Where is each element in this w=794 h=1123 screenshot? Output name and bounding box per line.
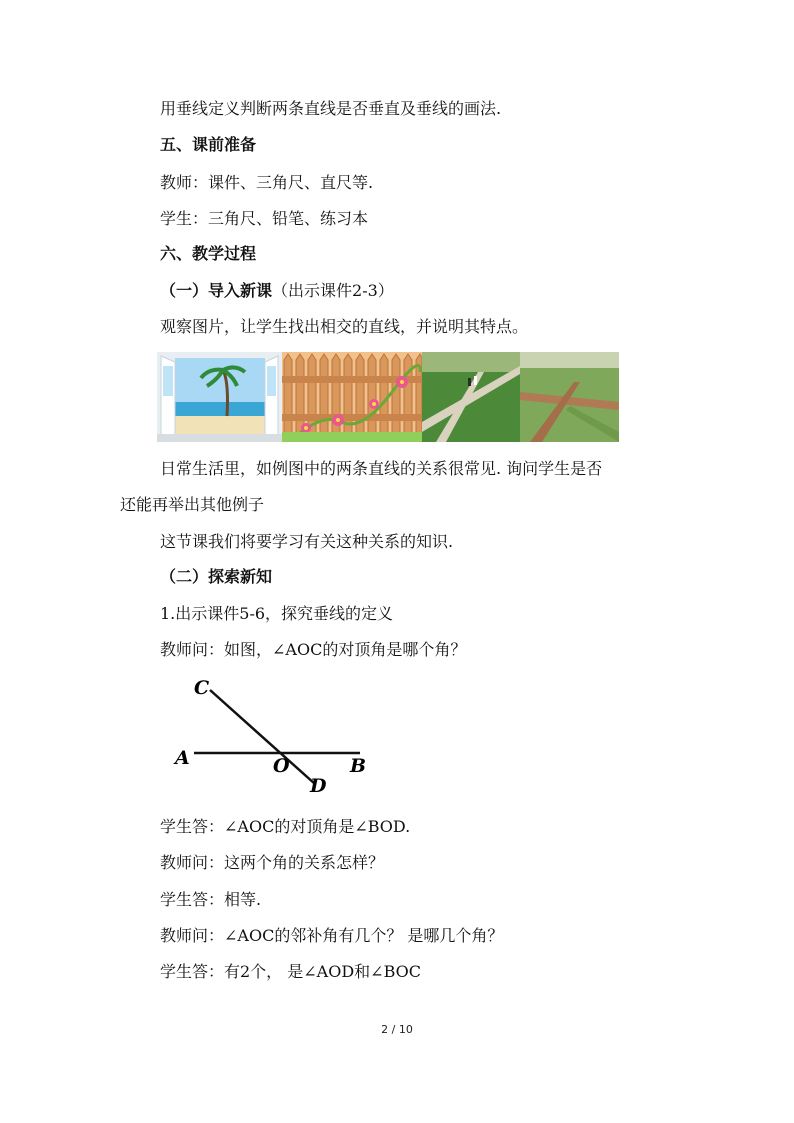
text-line: 还能再举出其他例子	[120, 495, 265, 514]
section-heading-5: 五、课前准备	[160, 135, 257, 154]
text-line: 观察图片，让学生找出相交的直线，并说明其特点。	[160, 317, 529, 336]
subsection-note: （出示课件2-3）	[272, 281, 394, 300]
subsection-heading-2: （二）探索新知	[160, 567, 273, 586]
photo-field-crossing-roads	[520, 352, 619, 442]
text-line: 学生答：有2个， 是∠AOD和∠BOC	[160, 962, 421, 981]
label-a: A	[175, 747, 190, 769]
text-line: 教师：课件、三角尺、直尺等.	[160, 173, 374, 192]
section-heading-6: 六、教学过程	[160, 244, 257, 263]
text-line: 1.出示课件5-6，探究垂线的定义	[160, 604, 394, 623]
text-line: 这节课我们将要学习有关这种关系的知识.	[160, 532, 454, 551]
text-line: 日常生活里，如例图中的两条直线的关系很常见. 询问学生是否	[160, 459, 603, 478]
label-d: D	[310, 775, 327, 797]
example-photos	[157, 352, 619, 442]
text-line: 教师问：如图，∠AOC的对顶角是哪个角？	[160, 640, 467, 659]
text-line: 教师问：∠AOC的邻补角有几个？ 是哪几个角？	[160, 926, 504, 945]
photo-window-beach	[157, 352, 282, 442]
label-o: O	[273, 755, 290, 777]
text-line: 学生：三角尺、铅笔、练习本	[160, 209, 369, 228]
label-c: C	[194, 677, 210, 699]
text-line: 用垂线定义判断两条直线是否垂直及垂线的画法.	[160, 99, 502, 118]
paragraph-daily-life	[120, 459, 680, 515]
subsection-title: （一）导入新课	[160, 281, 273, 300]
text-line: 学生答：∠AOC的对顶角是∠BOD.	[160, 817, 411, 836]
page-number: 2 / 10	[381, 1023, 413, 1036]
line-cd	[210, 690, 315, 784]
subsection-heading-1	[160, 281, 720, 301]
photo-fence-flowers	[282, 352, 422, 442]
text-line: 教师问：这两个角的关系怎样？	[160, 853, 385, 872]
text-line: 学生答：相等.	[160, 890, 262, 909]
photo-field-crossing-paths	[422, 352, 520, 442]
angle-figure	[170, 672, 390, 802]
label-b: B	[350, 755, 367, 777]
